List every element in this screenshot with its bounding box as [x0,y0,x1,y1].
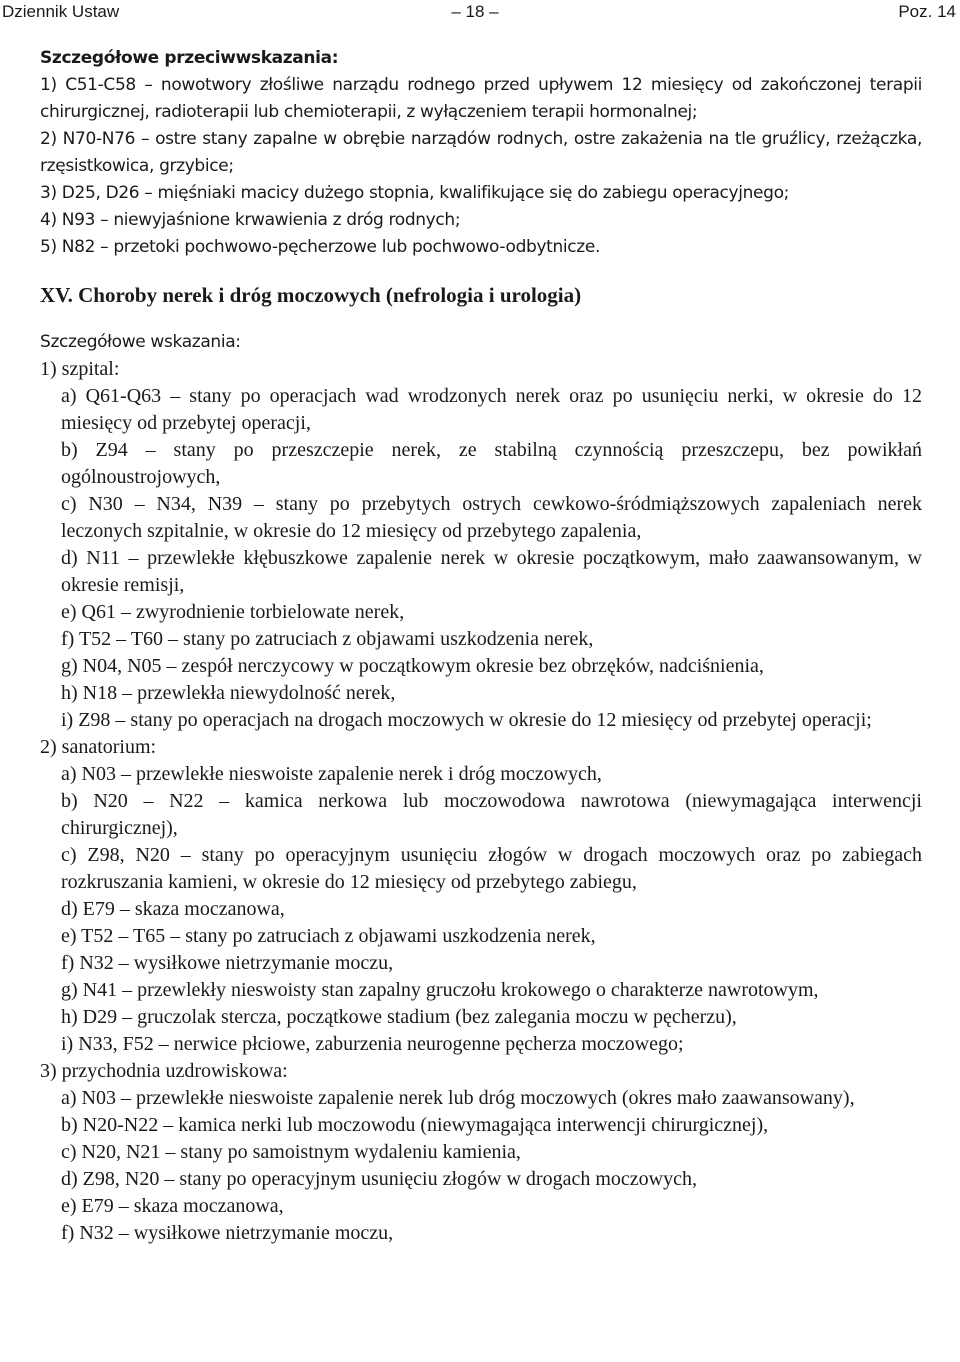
contraindication-item: 4) N93 – niewyjaśnione krwawienia z dróg rodnych; [40,210,461,230]
contraindication-item: 2) N70-N76 – ostre stany zapalne w obrębie narządów rodnych, ostre zakażenia na tle gruźlicy, rzeżączka, rzęsistkowica, grzybice; [40,129,922,176]
indication-item: a) N03 – przewlekłe nieswoiste zapalenie nerek lub dróg moczowych (okres mało zaawansowany), [61,1087,855,1109]
contraindication-item: 3) D25, D26 – mięśniaki macicy dużego stopnia, kwalifikujące się do zabiegu operacyjnego; [40,183,790,203]
journal-title: Dziennik Ustaw [2,2,120,21]
indication-item: i) N33, F52 – nerwice płciowe, zaburzenia neurogenne pęcherza moczowego; [61,1033,684,1055]
page-header [0,0,960,26]
group-label-sanatorium: 2) sanatorium: [40,736,157,758]
indication-item: f) N32 – wysiłkowe nietrzymanie moczu, [61,1222,394,1244]
page-number: – 18 – [451,2,499,21]
indication-item: h) D29 – gruczolak stercza, początkowe stadium (bez zalegania moczu w pęcherzu), [61,1006,737,1028]
indication-item: b) N20-N22 – kamica nerki lub moczowodu (niewymagająca interwencji chirurgicznej), [61,1114,769,1136]
indication-item: d) Z98, N20 – stany po operacyjnym usunięciu złogów w drogach moczowych, [61,1168,697,1190]
indication-item: g) N41 – przewlekły nieswoisty stan zapalny gruczołu krokowego o charakterze nawrotowym, [61,979,819,1001]
section-title: XV. Choroby nerek i dróg moczowych (nefrologia i urologia) [40,283,582,307]
indication-item: e) E79 – skaza moczanowa, [61,1195,284,1217]
indication-item: d) N11 – przewlekłe kłębuszkowe zapalenie nerek w okresie początkowym, mało zaawansowanym, w okresie remisji, [61,547,922,596]
indication-item: h) N18 – przewlekła niewydolność nerek, [61,682,396,704]
indications-block [40,329,922,1247]
contraindication-item: 1) C51-C58 – nowotwory złośliwe narządu rodnego przed upływem 12 miesięcy od zakończonej terapii chirurgicznej, radioterapii lub chemioterapii, z wyłączeniem terapii hormonalnej; [40,75,922,122]
indication-item: i) Z98 – stany po operacjach na drogach moczowych w okresie do 12 miesięcy od przebytej operacji; [61,709,872,731]
group-label-hospital: 1) szpital: [40,358,120,380]
position-number: Poz. 14 [898,2,956,21]
indication-item: c) N20, N21 – stany po samoistnym wydaleniu kamienia, [61,1141,521,1163]
group-label-outpatient: 3) przychodnia uzdrowiskowa: [40,1060,288,1082]
indication-item: f) T52 – T60 – stany po zatruciach z objawami uszkodzenia nerek, [61,628,594,650]
indication-item: b) Z94 – stany po przeszczepie nerek, ze stabilną czynnością przeszczepu, bez powikłań ogólnoustrojowych, [61,439,922,488]
contraindications-heading: Szczegółowe przeciwwskazania: [40,48,339,68]
indications-heading: Szczegółowe wskazania: [40,332,241,352]
indication-item: d) E79 – skaza moczanowa, [61,898,285,920]
indication-item: c) Z98, N20 – stany po operacyjnym usunięciu złogów w drogach moczowych oraz po zabiegach rozkruszania kamieni, w okresie do 12 miesięcy od przebytego zabiegu, [61,844,922,893]
indication-item: a) N03 – przewlekłe nieswoiste zapalenie nerek i dróg moczowych, [61,763,602,785]
contraindication-item: 5) N82 – przetoki pochwowo-pęcherzowe lub pochwowo-odbytnicze. [40,237,601,257]
contraindications-block [40,45,922,261]
indication-item: f) N32 – wysiłkowe nietrzymanie moczu, [61,952,394,974]
indication-item: g) N04, N05 – zespół nerczycowy w początkowym okresie bez obrzęków, nadciśnienia, [61,655,764,677]
indication-item: e) Q61 – zwyrodnienie torbielowate nerek, [61,601,405,623]
indication-item: e) T52 – T65 – stany po zatruciach z objawami uszkodzenia nerek, [61,925,596,947]
indication-item: c) N30 – N34, N39 – stany po przebytych ostrych cewkowo-śródmiąższowych zapaleniach nerek leczonych szpitalnie, w okresie do 12 miesięcy od przebytego zapalenia, [61,493,922,542]
document-body [40,45,922,1247]
indication-item: b) N20 – N22 – kamica nerkowa lub moczowodowa nawrotowa (niewymagająca interwencji chirurgicznej), [61,790,922,839]
indication-item: a) Q61-Q63 – stany po operacjach wad wrodzonych nerek oraz po usunięciu nerki, w okresie do 12 miesięcy od przebytej operacji, [61,385,922,434]
